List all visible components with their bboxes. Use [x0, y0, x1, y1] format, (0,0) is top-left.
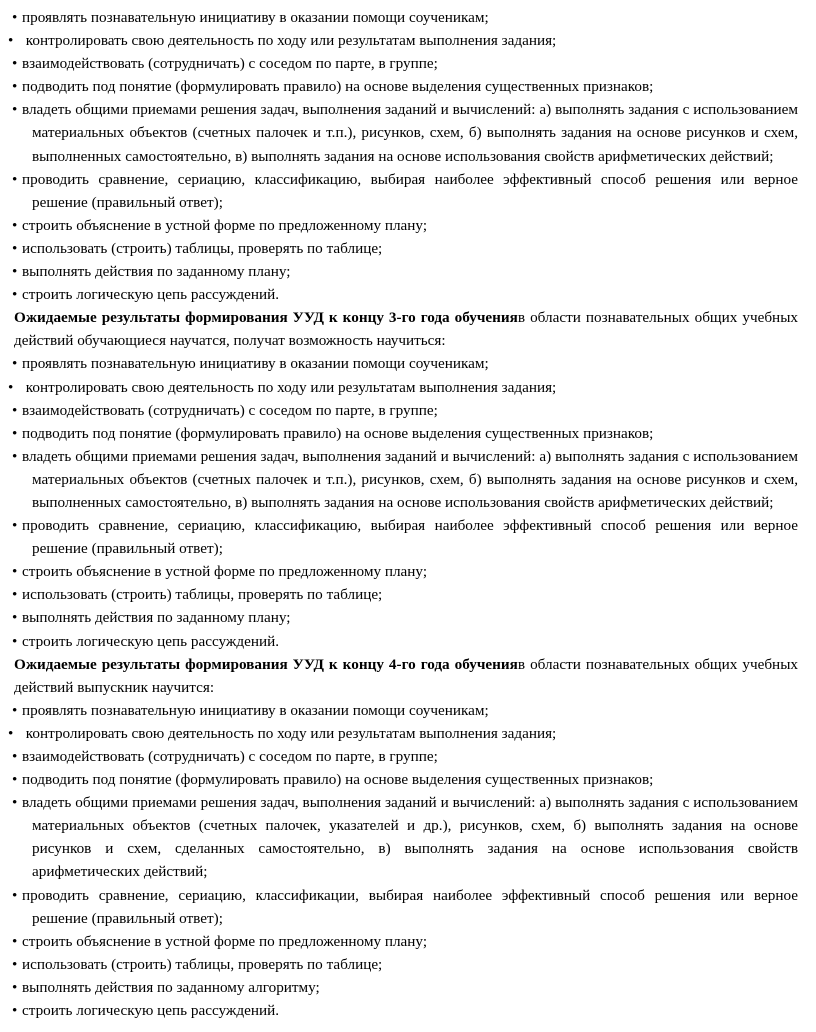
bullet-item: • проводить сравнение, сериацию, классификацию, выбирая наиболее эффективный способ решения или верное решение (правильный ответ);	[14, 514, 798, 560]
bullet-item: • взаимодействовать (сотрудничать) с соседом по парте, в группе;	[14, 745, 798, 768]
section-heading-bold: Ожидаемые результаты формирования УУД к концу 4-го года обучения	[14, 655, 518, 673]
bullet-item: • подводить под понятие (формулировать правило) на основе выделения существенных признаков;	[14, 75, 798, 98]
bullet-item: • владеть общими приемами решения задач, выполнения заданий и вычислений: а) выполнять задания с использованием материальных объектов (счетных палочек и т.п.), рисунков, схем, б) выполнять задания на основе рисунков и схем, выполненных самостоятельно, в) выполнять задания на основе использования свойств арифметических действий;	[14, 98, 798, 167]
section-heading	[14, 306, 798, 352]
section-heading-rest: в области познавательных общих учебных действий выпускник научится:	[14, 655, 798, 696]
bullet-item: • взаимодействовать (сотрудничать) с соседом по парте, в группе;	[14, 52, 798, 75]
document-body	[14, 6, 798, 1022]
bullet-item: • строить логическую цепь рассуждений.	[14, 630, 798, 653]
bullet-item: • строить логическую цепь рассуждений.	[14, 283, 798, 306]
bullet-item: • контролировать свою деятельность по ходу или результатам выполнения задания;	[14, 376, 798, 399]
bullet-item: • владеть общими приемами решения задач, выполнения заданий и вычислений: а) выполнять задания с использованием материальных объектов (счетных палочек и т.п.), рисунков, схем, б) выполнять задания на основе рисунков и схем, выполненных самостоятельно, в) выполнять задания на основе использования свойств арифметических действий;	[14, 445, 798, 514]
bullet-item: • взаимодействовать (сотрудничать) с соседом по парте, в группе;	[14, 399, 798, 422]
bullet-item: • выполнять действия по заданному плану;	[14, 606, 798, 629]
bullet-item: • проявлять познавательную инициативу в оказании помощи соученикам;	[14, 699, 798, 722]
bullet-item: • контролировать свою деятельность по ходу или результатам выполнения задания;	[14, 722, 798, 745]
bullet-item: • владеть общими приемами решения задач, выполнения заданий и вычислений: а) выполнять задания с использованием материальных объектов (счетных палочек, указателей и др.), рисунков, схем, б) выполнять задания на основе рисунков и схем, сделанных самостоятельно, в) выполнять задания на основе использования свойств арифметических действий;	[14, 791, 798, 883]
bullet-item: • выполнять действия по заданному плану;	[14, 260, 798, 283]
bullet-item: • подводить под понятие (формулировать правило) на основе выделения существенных признаков;	[14, 422, 798, 445]
bullet-item: • подводить под понятие (формулировать правило) на основе выделения существенных признаков;	[14, 768, 798, 791]
bullet-item: • контролировать свою деятельность по ходу или результатам выполнения задания;	[14, 29, 798, 52]
bullet-item: • использовать (строить) таблицы, проверять по таблице;	[14, 583, 798, 606]
section-heading	[14, 653, 798, 699]
section-heading-rest: в области познавательных общих учебных действий обучающиеся научатся, получат возможность научиться:	[14, 309, 798, 350]
bullet-item: • проявлять познавательную инициативу в оказании помощи соученикам;	[14, 6, 798, 29]
bullet-item: • строить объяснение в устной форме по предложенному плану;	[14, 214, 798, 237]
bullet-item: • выполнять действия по заданному алгоритму;	[14, 976, 798, 999]
bullet-item: • использовать (строить) таблицы, проверять по таблице;	[14, 953, 798, 976]
bullet-item: • строить объяснение в устной форме по предложенному плану;	[14, 560, 798, 583]
bullet-item: • проводить сравнение, сериацию, классификацию, выбирая наиболее эффективный способ решения или верное решение (правильный ответ);	[14, 168, 798, 214]
section-heading-bold: Ожидаемые результаты формирования УУД к концу 3-го года обучения	[14, 309, 518, 327]
bullet-item: • проводить сравнение, сериацию, классификации, выбирая наиболее эффективный способ решения или верное решение (правильный ответ);	[14, 884, 798, 930]
bullet-item: • проявлять познавательную инициативу в оказании помощи соученикам;	[14, 352, 798, 375]
bullet-item: • строить объяснение в устной форме по предложенному плану;	[14, 930, 798, 953]
bullet-item: • строить логическую цепь рассуждений.	[14, 999, 798, 1022]
bullet-item: • использовать (строить) таблицы, проверять по таблице;	[14, 237, 798, 260]
